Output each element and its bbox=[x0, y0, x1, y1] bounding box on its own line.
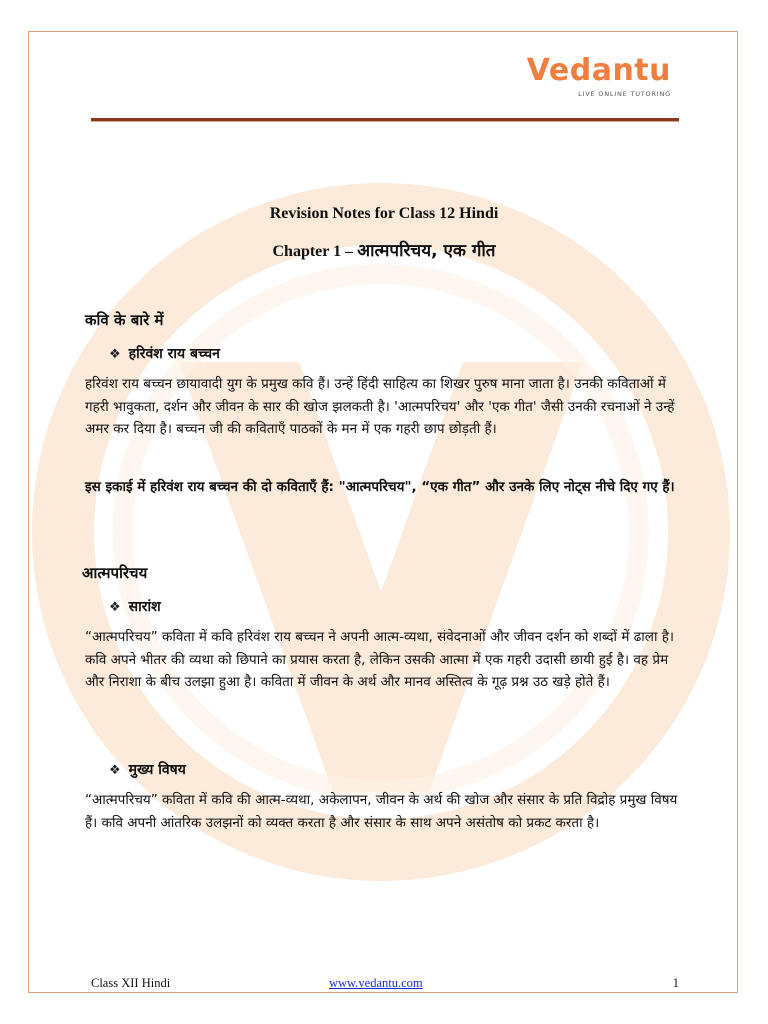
chapter-title-hindi: आत्मपरिचय, एक गीत bbox=[357, 241, 496, 261]
vedantu-logo bbox=[527, 54, 671, 98]
footer-page-number: 1 bbox=[672, 976, 679, 990]
watermark-logo bbox=[29, 32, 738, 993]
subheading-summary bbox=[109, 597, 161, 616]
logo-wordmark: Vedantu bbox=[526, 53, 671, 88]
subheading-main-theme-text: मुख्य विषय bbox=[128, 762, 186, 778]
section-heading-about-poet: कवि के बारे में bbox=[85, 311, 164, 329]
unit-intro-bold: इस इकाई में हरिवंश राय बच्चन की दो कविताएँ हैं: "आत्मपरिचय", “एक गीत” और उनके लिए नोट्स नीचे दिए गए हैं। bbox=[85, 479, 675, 495]
diamond-bullet-icon: ❖ bbox=[109, 763, 121, 778]
footer-website-link[interactable]: www.vedantu.com bbox=[329, 976, 423, 990]
subheading-main-theme bbox=[109, 760, 186, 779]
summary-paragraph: “आत्मपरिचय” कविता में कवि हरिवंश राय बच्चन ने अपनी आत्म-व्यथा, संवेदनाओं और जीवन दर्शन को शब्दों में ढाला है। कवि अपने भीतर की व्यथा को छिपाने का प्रयास करता है, लेकिन उसकी आत्मा में एक गहरी उदासी छायी हुई है। वह प्रेम और निराशा के बीच उलझा हुआ है। कविता में जीवन के अर्थ और मानव अस्तित्व के गूढ़ प्रश्न उठ खड़े होते हैं। bbox=[85, 629, 675, 690]
subheading-poet-name bbox=[109, 344, 220, 363]
diamond-bullet-icon: ❖ bbox=[109, 347, 121, 362]
poet-description: हरिवंश राय बच्चन छायावादी युग के प्रमुख कवि हैं। उन्हें हिंदी साहित्य का शिखर पुरुष माना जाता है। उनकी कविताओं में गहरी भावुकता, दर्शन और जीवन के सार की खोज झलकती है। 'आत्मपरिचय' और 'एक गीत' जैसी उनकी रचनाओं ने उन्हें अमर कर दिया है। बच्चन जी की कविताएँ पाठकों के मन में एक गहरी छाप छोड़ती हैं। bbox=[85, 376, 675, 437]
chapter-title bbox=[29, 238, 738, 261]
subheading-summary-text: सारांश bbox=[128, 599, 161, 615]
chapter-title-prefix: Chapter 1 – bbox=[272, 243, 358, 260]
document-page bbox=[28, 31, 738, 993]
section-heading-atmaparichay: आत्मपरिचय bbox=[82, 564, 148, 582]
subheading-poet-name-text: हरिवंश राय बच्चन bbox=[128, 346, 220, 362]
logo-tagline: LIVE ONLINE TUTORING bbox=[578, 90, 671, 98]
footer-class-label: Class XII Hindi bbox=[91, 976, 171, 990]
diamond-bullet-icon: ❖ bbox=[109, 600, 121, 615]
header-divider bbox=[91, 118, 679, 122]
theme-paragraph: “आत्मपरिचय” कविता में कवि की आत्म-व्यथा, अकेलापन, जीवन के अर्थ की खोज और संसार के प्रति विद्रोह प्रमुख विषय हैं। कवि अपनी आंतरिक उलझनों को व्यक्त करता है और संसार के साथ अपने असंतोष को प्रकट करता है। bbox=[85, 792, 678, 831]
document-title: Revision Notes for Class 12 Hindi bbox=[269, 205, 499, 222]
